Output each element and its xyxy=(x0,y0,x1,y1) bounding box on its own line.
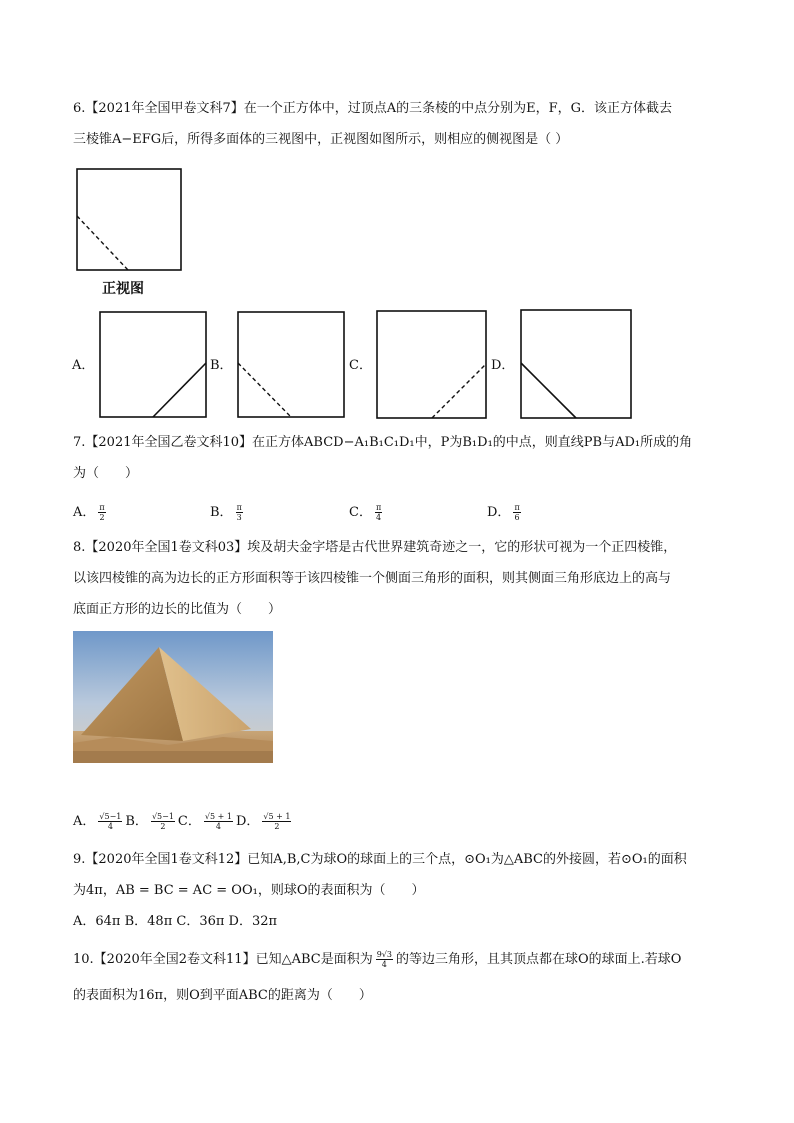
q7-option-c-label: C． xyxy=(349,505,372,520)
q7-option-b xyxy=(210,503,246,522)
q8-option-c-label: C． xyxy=(177,814,201,829)
q8-options xyxy=(73,812,294,831)
q10-text-line-1-start: 10.【2020年全国2卷文科11】已知△ABC是面积为 xyxy=(73,952,373,967)
q8-option-d-fraction: $\frac{√5 + 1}{2}$ xyxy=(263,812,291,831)
q7-option-a xyxy=(73,503,109,522)
q8-option-c-fraction: $\frac{√5 + 1}{4}$ xyxy=(204,812,232,831)
q6-text-line-1: 6.【2021年全国甲卷文科7】在一个正方体中，过顶点A的三条棱的中点分别为E，F，G．该正方体截去 xyxy=(73,101,673,116)
q6-option-c-figure xyxy=(376,310,488,420)
q8-option-a-fraction: $\frac{√5-1}{4}$ xyxy=(99,812,122,831)
q6-option-c-label: C． xyxy=(349,358,372,373)
q6-text-line-2: 三棱锥A−EFG后，所得多面体的三视图中，正视图如图所示，则相应的侧视图是（ ） xyxy=(73,132,569,147)
q9-text-line-2: 为4π，AB = BC = AC = OO₁，则球O的表面积为（ ） xyxy=(73,883,425,898)
q8-option-b-label: B． xyxy=(125,814,148,829)
q8-option-a-label: A． xyxy=(73,814,96,829)
q7-option-b-fraction: $\frac{\pi}{3}$ xyxy=(236,503,242,522)
q8-option-b-fraction: $\frac{√5-1}{2}$ xyxy=(151,812,174,831)
pyramid-photo xyxy=(73,631,273,763)
q7-option-a-fraction: $\frac{\pi}{2}$ xyxy=(99,503,105,522)
q7-option-c-fraction: $\frac{\pi}{4}$ xyxy=(375,503,382,522)
q7-text-line-1: 7.【2021年全国乙卷文科10】在正方体ABCD−A₁B₁C₁D₁中，P为B₁D₁的中点，则直线PB与AD₁所成的角 xyxy=(73,435,693,450)
q7-option-a-label: A． xyxy=(73,505,96,520)
q6-option-d-figure xyxy=(520,309,633,420)
q8-text-line-2: 以该四棱锥的高为边长的正方形面积等于该四棱锥一个侧面三角形的面积，则其侧面三角形底边上的高与 xyxy=(73,571,672,586)
q10-text-line-2: 的表面积为16π，则O到平面ABC的距离为（ ） xyxy=(73,988,372,1003)
q7-option-c xyxy=(349,503,385,522)
q8-option-d-label: D． xyxy=(235,814,260,829)
q7-option-d xyxy=(487,503,524,522)
q7-option-b-label: B． xyxy=(210,505,233,520)
front-view-caption: 正视图 xyxy=(102,281,144,297)
q7-option-d-label: D． xyxy=(487,505,511,520)
q9-options: A．64π B．48π C．36π D．32π xyxy=(73,914,278,929)
q6-option-b-label: B． xyxy=(210,358,233,373)
q8-text-line-3: 底面正方形的边长的比值为（ ） xyxy=(73,602,282,617)
q8-text-line-1: 8.【2020年全国1卷文科03】埃及胡夫金字塔是古代世界建筑奇迹之一，它的形状可视为一个正四棱锥， xyxy=(73,540,677,555)
q10-text-line-1 xyxy=(73,950,681,969)
q10-area-fraction: $\frac{9√3}{4}$ xyxy=(376,950,392,969)
q6-option-b-figure xyxy=(237,311,346,419)
q6-option-a-label: A． xyxy=(72,358,95,373)
q6-option-d-label: D． xyxy=(491,358,515,373)
q10-text-line-1-end: 的等边三角形，且其顶点都在球O的球面上.若球O xyxy=(395,952,682,967)
q6-option-a-figure xyxy=(99,311,208,419)
q9-text-line-1: 9.【2020年全国1卷文科12】已知A,B,C为球O的球面上的三个点，⊙O₁为△ABC的外接圆，若⊙O₁的面积 xyxy=(73,852,687,867)
q7-text-line-2: 为（ ） xyxy=(73,466,139,481)
q7-option-d-fraction: $\frac{\pi}{6}$ xyxy=(514,503,520,522)
front-view-figure xyxy=(76,168,182,272)
